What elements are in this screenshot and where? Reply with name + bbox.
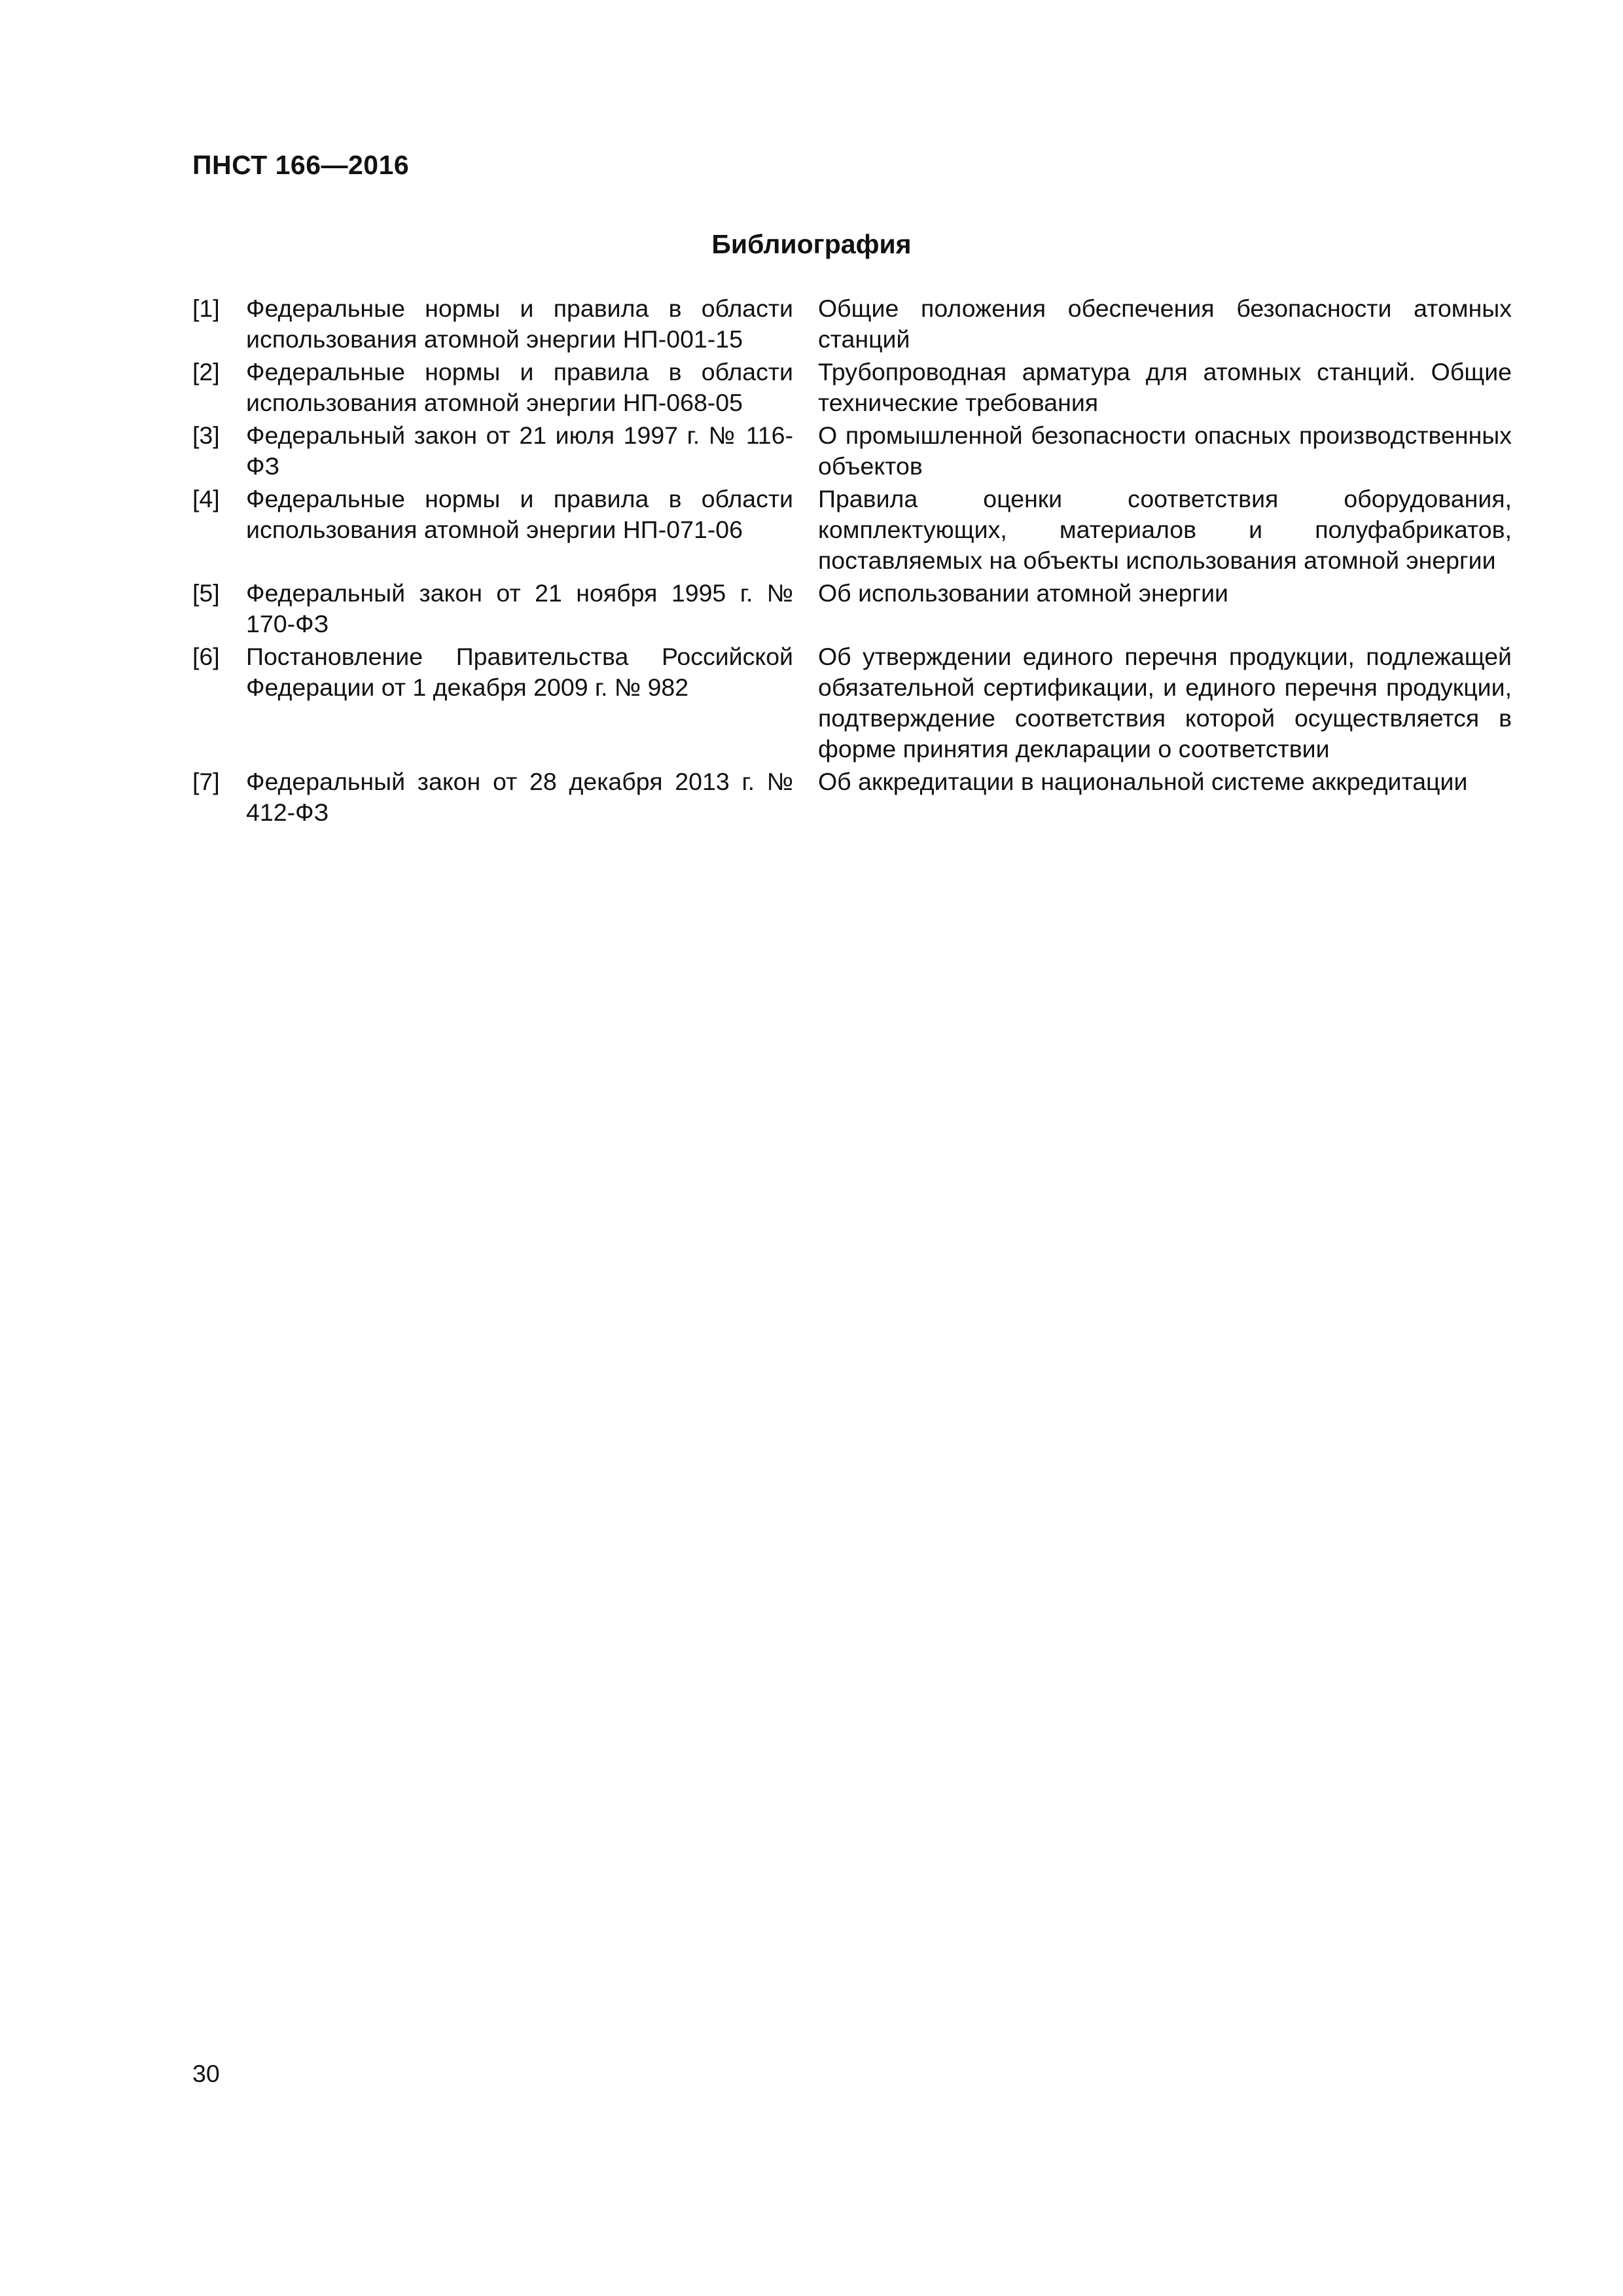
bibliography-entry bbox=[192, 484, 1512, 578]
entry-source: Федеральные нормы и правила в области использования атомной энергии НП-068-05 bbox=[246, 358, 793, 416]
entry-title: Об аккредитации в национальной системе аккредитации bbox=[818, 768, 1468, 795]
page-number: 30 bbox=[192, 2060, 220, 2087]
bibliography-table bbox=[192, 293, 1512, 830]
entry-title: Об использовании атомной энергии bbox=[818, 579, 1229, 607]
entry-source: Постановление Правительства Российской Федерации от 1 декабря 2009 г. № 982 bbox=[246, 643, 793, 701]
entry-title: Трубопроводная арматура для атомных станций. Общие технические требования bbox=[818, 358, 1512, 416]
entry-title: Правила оценки соответствия оборудования, комплектующих, материалов и полуфабрикатов, поставляемых на объекты использования атомной энергии bbox=[818, 485, 1512, 574]
entry-number: [2] bbox=[192, 358, 220, 386]
entry-source: Федеральный закон от 21 ноября 1995 г. № 170-ФЗ bbox=[246, 579, 793, 637]
document-header: ПНСТ 166—2016 bbox=[192, 150, 410, 180]
entry-source: Федеральный закон от 21 июля 1997 г. № 116-ФЗ bbox=[246, 422, 793, 480]
entry-source: Федеральные нормы и правила в области использования атомной энергии НП-001-15 bbox=[246, 295, 793, 353]
section-title-bibliography: Библиография bbox=[711, 229, 912, 259]
entry-number: [1] bbox=[192, 295, 220, 322]
entry-number: [7] bbox=[192, 768, 220, 795]
entry-number: [3] bbox=[192, 422, 220, 449]
bibliography-entry bbox=[192, 766, 1512, 830]
entry-number: [5] bbox=[192, 579, 220, 607]
entry-source: Федеральные нормы и правила в области использования атомной энергии НП-071-06 bbox=[246, 485, 793, 543]
bibliography-entry bbox=[192, 357, 1512, 420]
bibliography-entry bbox=[192, 578, 1512, 641]
bibliography-entry bbox=[192, 293, 1512, 357]
entry-number: [4] bbox=[192, 485, 220, 512]
entry-source: Федеральный закон от 28 декабря 2013 г. № 412-ФЗ bbox=[246, 768, 793, 826]
entry-title: Об утверждении единого перечня продукции, подлежащей обязательной сертификации, и единого перечня продукции, подтверждение соответствия которой осуществляется в форме принятия декларации о соответствии bbox=[818, 643, 1512, 762]
bibliography-entry bbox=[192, 420, 1512, 484]
entry-title: Общие положения обеспечения безопасности атомных станций bbox=[818, 295, 1512, 353]
entry-title: О промышленной безопасности опасных производственных объектов bbox=[818, 422, 1512, 480]
entry-number: [6] bbox=[192, 643, 220, 670]
bibliography-entry bbox=[192, 641, 1512, 766]
